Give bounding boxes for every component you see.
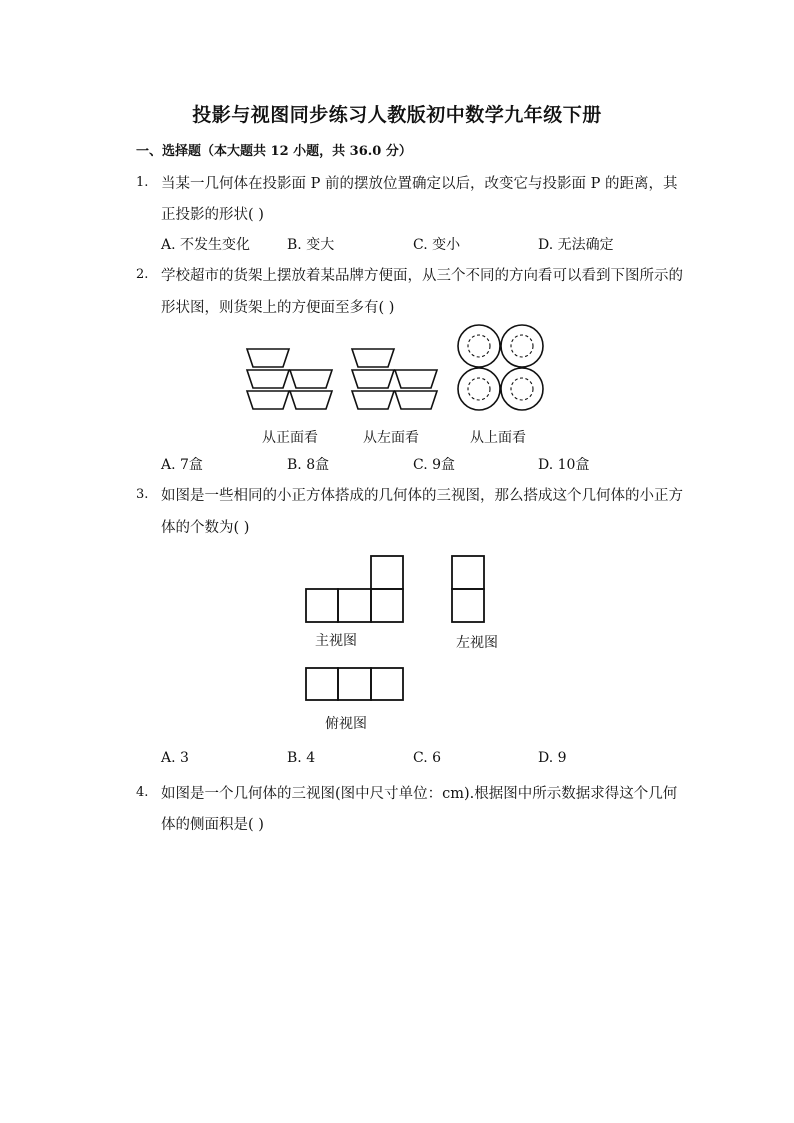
question-text-line: 如图是一个几何体的三视图(图中尺寸单位：cm).根据图中所示数据求得这个几何 [161, 786, 678, 802]
question-number: 2. [136, 267, 149, 282]
question-text-line: 体的侧面积是( ) [161, 817, 264, 833]
option-b: B. 8盒 [287, 457, 330, 473]
left-view-figure [345, 345, 445, 415]
question-text-line: 正投影的形状( ) [161, 207, 264, 223]
top-view-figure [455, 323, 550, 413]
question-text-line: 学校超市的货架上摆放着某品牌方便面，从三个不同的方向看可以看到下图所示的 [161, 268, 683, 284]
section-heading: 一、选择题（本大题共 12 小题，共 36.0 分） [136, 144, 412, 159]
option-c: C. 变小 [413, 237, 461, 253]
question-number: 3. [136, 487, 149, 502]
figure-label-left: 从左面看 [363, 430, 419, 446]
option-c: C. 6 [413, 750, 442, 766]
option-c: C. 9盒 [413, 457, 456, 473]
main-view-figure [305, 555, 405, 625]
option-a: A. 不发生变化 [161, 237, 251, 253]
option-b: B. 变大 [287, 237, 335, 253]
option-b: B. 4 [287, 750, 316, 766]
option-a: A. 3 [161, 750, 189, 766]
question-text-line: 当某一几何体在投影面 P 前的摆放位置确定以后，改变它与投影面 P 的距离，其 [161, 176, 678, 192]
figure-label-side: 左视图 [456, 635, 498, 651]
question-text-line: 如图是一些相同的小正方体搭成的几何体的三视图，那么搭成这个几何体的小正方 [161, 488, 683, 504]
figure-label-top: 从上面看 [470, 430, 526, 446]
page-title: 投影与视图同步练习人教版初中数学九年级下册 [192, 104, 602, 126]
figure-label-main: 主视图 [315, 633, 357, 649]
option-d: D. 无法确定 [538, 237, 614, 253]
figure-label-top: 俯视图 [325, 716, 367, 732]
question-number: 4. [136, 785, 149, 800]
top-view-figure [305, 667, 405, 703]
question-text-line: 形状图，则货架上的方便面至多有( ) [161, 300, 395, 316]
option-d: D. 10盒 [538, 457, 590, 473]
side-view-figure [451, 555, 487, 625]
question-number: 1. [136, 175, 149, 190]
question-text-line: 体的个数为( ) [161, 520, 250, 536]
front-view-figure [240, 345, 340, 415]
figure-label-front: 从正面看 [262, 430, 318, 446]
option-d: D. 9 [538, 750, 567, 766]
option-a: A. 7盒 [161, 457, 203, 473]
